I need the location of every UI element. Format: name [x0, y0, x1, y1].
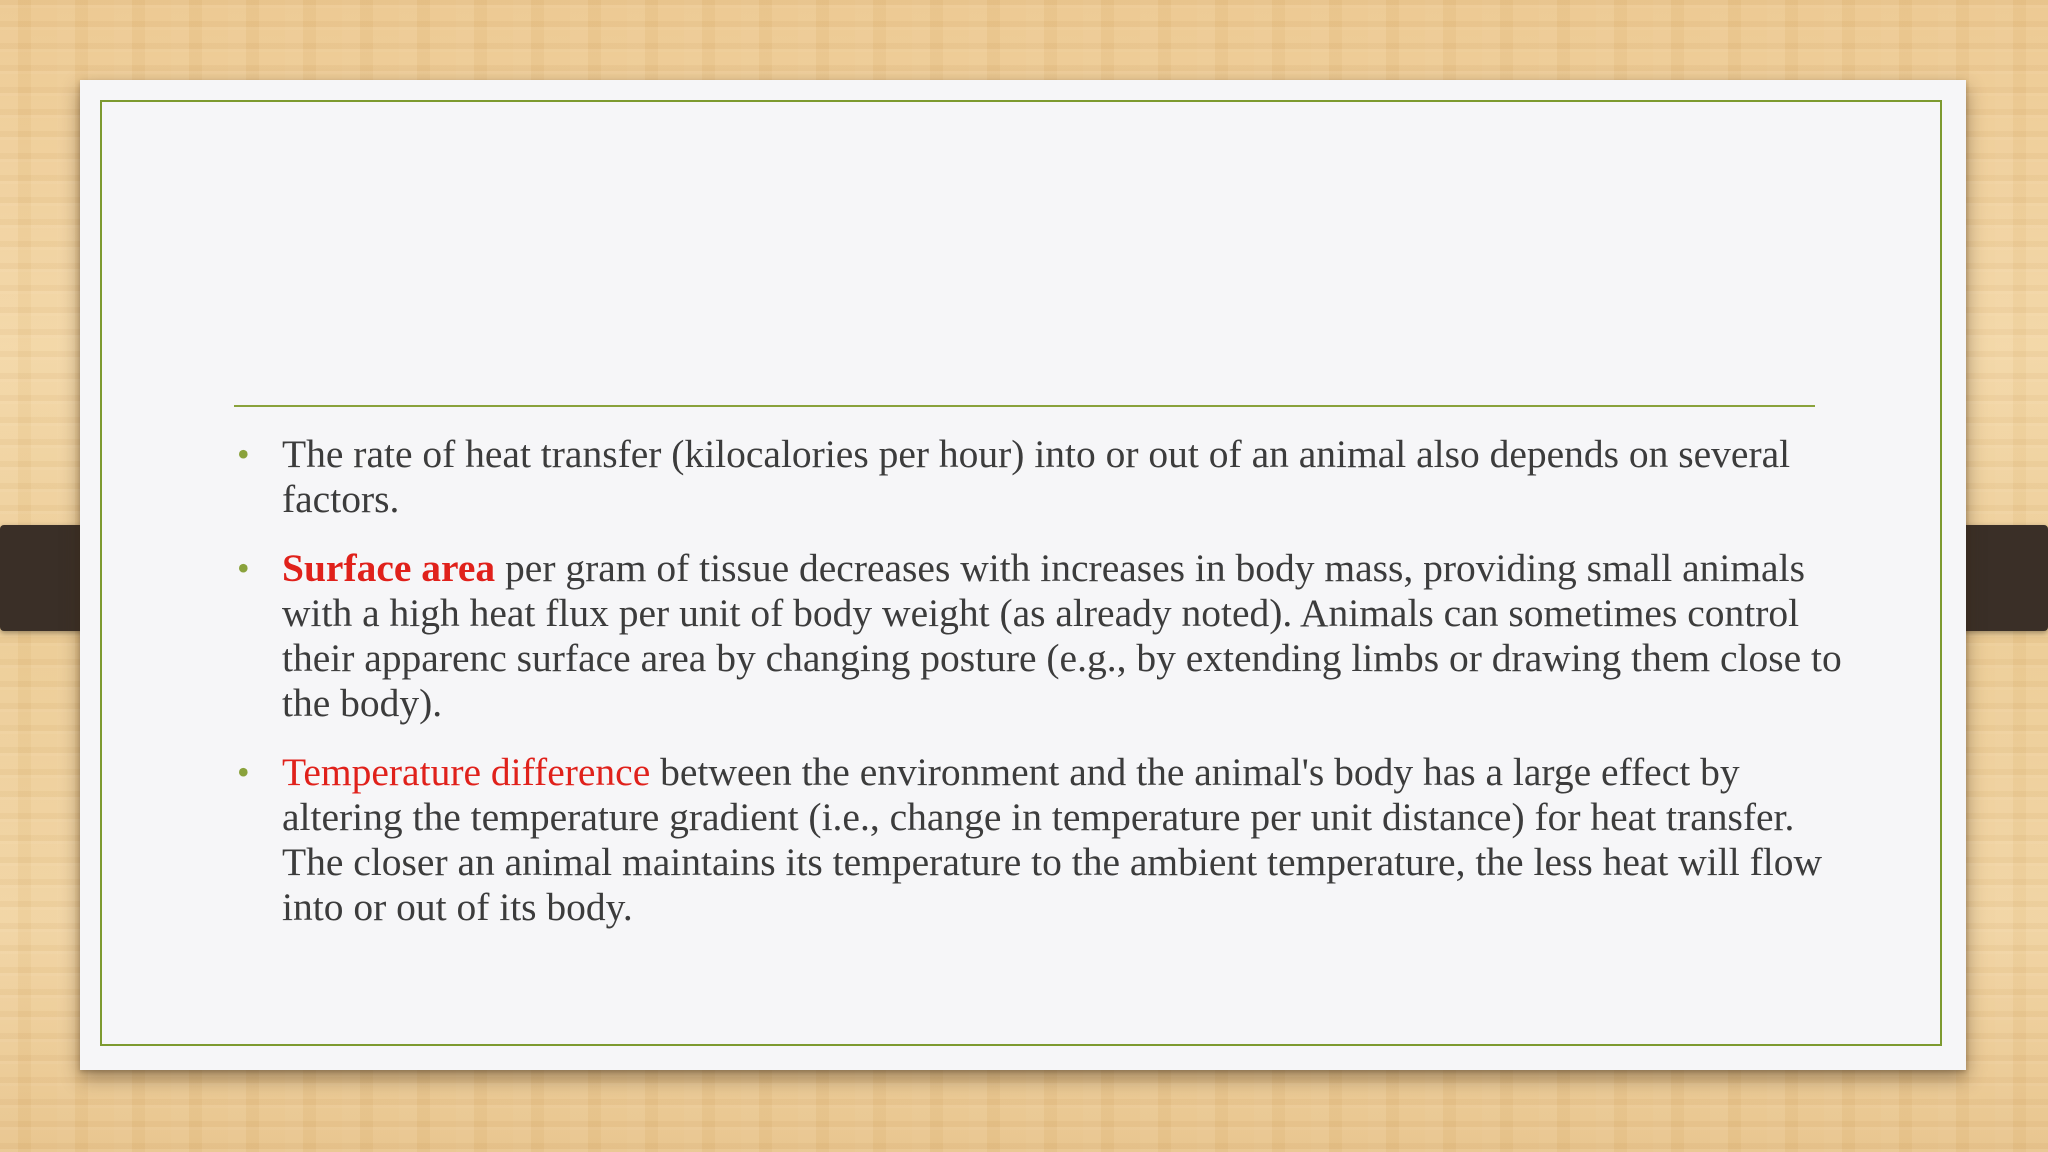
bullet-list [235, 432, 1855, 954]
bullet-item-heat-transfer [235, 432, 1855, 522]
highlight-term: Temperature difference [282, 750, 651, 794]
bullet-dot-icon: • [237, 752, 250, 792]
bullet-text: per gram of tissue decreases with increases in body mass, providing small animals with a high heat flux per unit of body weight (as already noted). Animals can sometimes control their apparenc surface area by changing posture (e.g., by extending limbs or drawing them close to the body). [282, 546, 1842, 725]
bullet-text: between the environment and the animal's body has a large effect by altering the temperature gradient (i.e., change in temperature per unit distance) for heat transfer. The closer an animal maintains its temperature to the ambient temperature, the less heat will flow into or out of its body. [282, 750, 1822, 929]
bullet-text: The rate of heat transfer (kilocalories per hour) into or out of an animal also depends on several factors. [282, 432, 1791, 521]
highlight-term: Surface area [282, 546, 496, 590]
bullet-dot-icon: • [237, 548, 250, 588]
bullet-dot-icon: • [237, 434, 250, 474]
slide [80, 80, 1966, 1070]
bullet-item-temperature-difference [235, 750, 1855, 930]
bullet-item-surface-area [235, 546, 1855, 726]
title-divider [234, 405, 1815, 407]
